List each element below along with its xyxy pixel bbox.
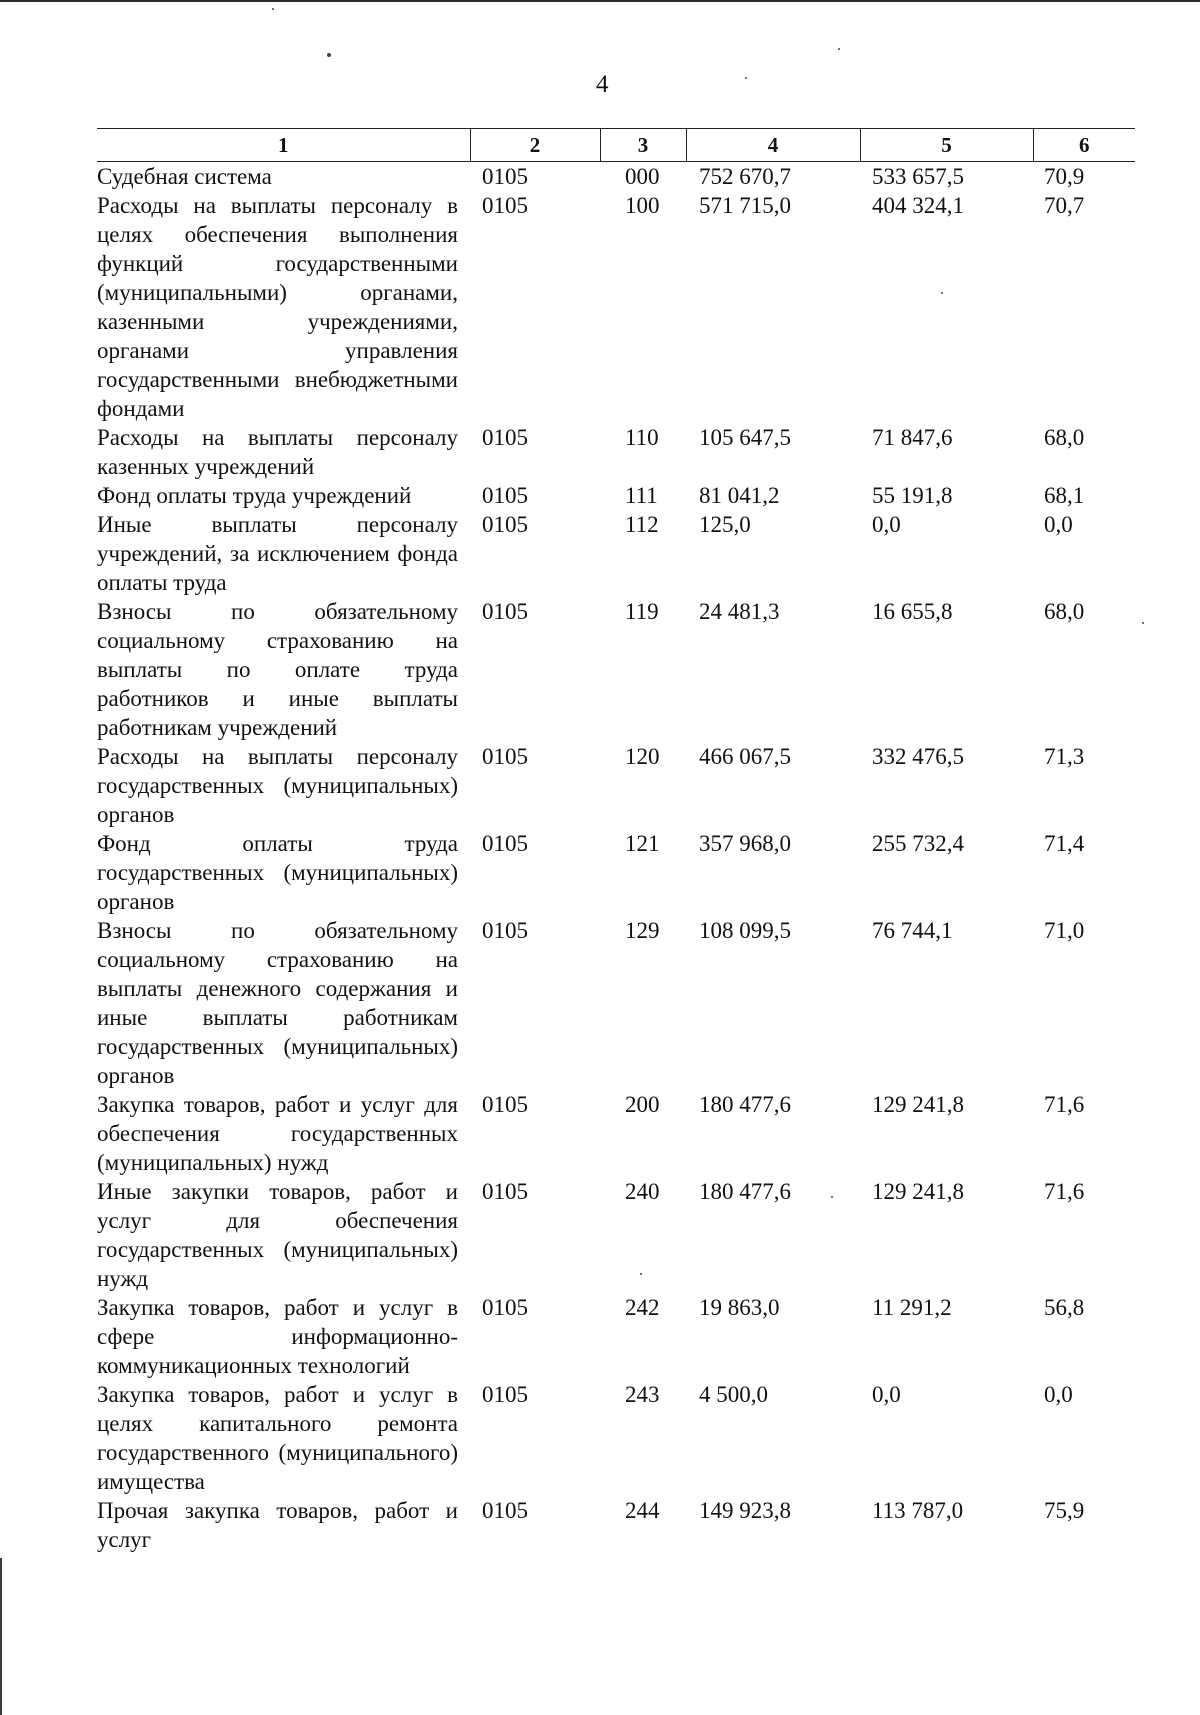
header-col-6: 6 [1033, 129, 1135, 162]
row-col4: 180 477,6 [699, 1179, 791, 1204]
row-col4: 752 670,7 [699, 164, 791, 189]
row-name: Иные выплаты персоналу учреждений, за исключением фонда оплаты труда [97, 512, 458, 595]
page-number: 4 [596, 71, 609, 98]
row-col6: 71,6 [1044, 1092, 1085, 1117]
row-kvr: 244 [625, 1498, 660, 1523]
row-col6: 0,0 [1044, 1382, 1073, 1407]
row-col5: 0,0 [872, 512, 901, 537]
row-name: Закупка товаров, работ и услуг в сфере информационно-коммуникационных технологий [97, 1295, 458, 1378]
row-name: Фонд оплаты труда государственных (муниципальных) органов [97, 831, 458, 914]
row-kvr: 243 [625, 1382, 660, 1407]
row-col6: 71,3 [1044, 744, 1085, 769]
row-kvr: 100 [625, 193, 660, 218]
row-col4: 4 500,0 [699, 1382, 768, 1407]
row-col6: 68,0 [1044, 599, 1085, 624]
row-section: 0105 [482, 918, 528, 943]
row-col5: 113 787,0 [872, 1498, 964, 1523]
row-section: 0105 [482, 193, 528, 218]
row-section: 0105 [482, 599, 528, 624]
table-row [97, 423, 1135, 481]
row-col4: 125,0 [699, 512, 751, 537]
header-col-1: 1 [97, 129, 470, 162]
row-kvr: 200 [625, 1092, 660, 1117]
row-col5: 11 291,2 [872, 1295, 952, 1320]
row-name: Взносы по обязательному социальному страхованию на выплаты денежного содержания и иные выплаты работникам государственных (муниципальных) органов [97, 918, 458, 1088]
table-row [97, 162, 1135, 192]
table-row [97, 1496, 1135, 1554]
row-name: Расходы на выплаты персоналу казенных учреждений [97, 425, 458, 479]
row-name: Закупка товаров, работ и услуг в целях капитального ремонта государственного (муниципального) имущества [97, 1382, 458, 1494]
table-row [97, 597, 1135, 742]
scan-edge-top [0, 0, 1200, 2]
row-section: 0105 [482, 1179, 528, 1204]
row-col6: 0,0 [1044, 512, 1073, 537]
row-col4: 466 067,5 [699, 744, 791, 769]
row-col5: 76 744,1 [872, 918, 953, 943]
row-section: 0105 [482, 164, 528, 189]
table-row [97, 1090, 1135, 1177]
scan-speck [272, 8, 274, 10]
table-row [97, 481, 1135, 510]
row-section: 0105 [482, 744, 528, 769]
row-col4: 571 715,0 [699, 193, 791, 218]
row-col6: 71,4 [1044, 831, 1085, 856]
row-col4: 19 863,0 [699, 1295, 780, 1320]
row-col5: 404 324,1 [872, 193, 964, 218]
header-row [97, 129, 1135, 162]
row-col5: 255 732,4 [872, 831, 964, 856]
row-col5: 129 241,8 [872, 1092, 964, 1117]
row-kvr: 111 [625, 483, 658, 508]
table-row [97, 742, 1135, 829]
row-col6: 75,9 [1044, 1498, 1085, 1523]
row-col5: 332 476,5 [872, 744, 964, 769]
header-col-2: 2 [470, 129, 600, 162]
row-section: 0105 [482, 512, 528, 537]
row-col4: 24 481,3 [699, 599, 780, 624]
budget-table [97, 128, 1135, 1554]
row-col6: 56,8 [1044, 1295, 1085, 1320]
row-col4: 105 647,5 [699, 425, 791, 450]
row-kvr: 119 [625, 599, 659, 624]
row-col5: 55 191,8 [872, 483, 953, 508]
row-kvr: 112 [625, 512, 659, 537]
table-row [97, 510, 1135, 597]
row-kvr: 242 [625, 1295, 660, 1320]
scan-speck [838, 48, 840, 50]
scan-edge-left [0, 1558, 2, 1715]
row-kvr: 240 [625, 1179, 660, 1204]
scan-speck [327, 53, 331, 57]
row-kvr: 129 [625, 918, 660, 943]
row-name: Иные закупки товаров, работ и услуг для обеспечения государственных (муниципальных) нужд [97, 1179, 458, 1291]
table-row [97, 191, 1135, 423]
header-col-5: 5 [860, 129, 1033, 162]
row-col6: 70,7 [1044, 193, 1085, 218]
row-col4: 180 477,6 [699, 1092, 791, 1117]
row-name: Закупка товаров, работ и услуг для обеспечения государственных (муниципальных) нужд [97, 1092, 458, 1175]
row-col5: 0,0 [872, 1382, 901, 1407]
row-section: 0105 [482, 483, 528, 508]
row-name: Фонд оплаты труда учреждений [97, 483, 412, 508]
row-section: 0105 [482, 831, 528, 856]
row-col4: 108 099,5 [699, 918, 791, 943]
row-col5: 533 657,5 [872, 164, 964, 189]
row-section: 0105 [482, 1498, 528, 1523]
table-row [97, 1380, 1135, 1496]
row-kvr: 110 [625, 425, 659, 450]
row-section: 0105 [482, 1295, 528, 1320]
row-name: Прочая закупка товаров, работ и услуг [97, 1498, 458, 1552]
row-name: Расходы на выплаты персоналу в целях обеспечения выполнения функций государственными (муниципальными) органами, казенными учреждениями, органами управления государственными внебюджетными фондами [97, 193, 458, 421]
table-body [97, 162, 1135, 1555]
row-col4: 149 923,8 [699, 1498, 791, 1523]
row-name: Судебная система [97, 164, 272, 189]
row-kvr: 000 [625, 164, 660, 189]
row-col5: 16 655,8 [872, 599, 953, 624]
row-name: Расходы на выплаты персоналу государственных (муниципальных) органов [97, 744, 458, 827]
header-col-4: 4 [686, 129, 860, 162]
table-row [97, 1293, 1135, 1380]
row-col4: 81 041,2 [699, 483, 780, 508]
scan-speck [1142, 622, 1144, 624]
row-col6: 68,0 [1044, 425, 1085, 450]
row-col6: 71,0 [1044, 918, 1085, 943]
row-col6: 71,6 [1044, 1179, 1085, 1204]
row-col5: 129 241,8 [872, 1179, 964, 1204]
row-section: 0105 [482, 1092, 528, 1117]
table-row [97, 1177, 1135, 1293]
row-col4: 357 968,0 [699, 831, 791, 856]
header-col-3: 3 [600, 129, 686, 162]
row-kvr: 121 [625, 831, 660, 856]
row-col5: 71 847,6 [872, 425, 953, 450]
row-section: 0105 [482, 1382, 528, 1407]
table-row [97, 916, 1135, 1090]
table-row [97, 829, 1135, 916]
row-name: Взносы по обязательному социальному страхованию на выплаты по оплате труда работников и иные выплаты работникам учреждений [97, 599, 458, 740]
row-kvr: 120 [625, 744, 660, 769]
row-col6: 70,9 [1044, 164, 1085, 189]
row-col6: 68,1 [1044, 483, 1085, 508]
row-section: 0105 [482, 425, 528, 450]
scan-speck [745, 77, 747, 79]
table-header [97, 129, 1135, 162]
